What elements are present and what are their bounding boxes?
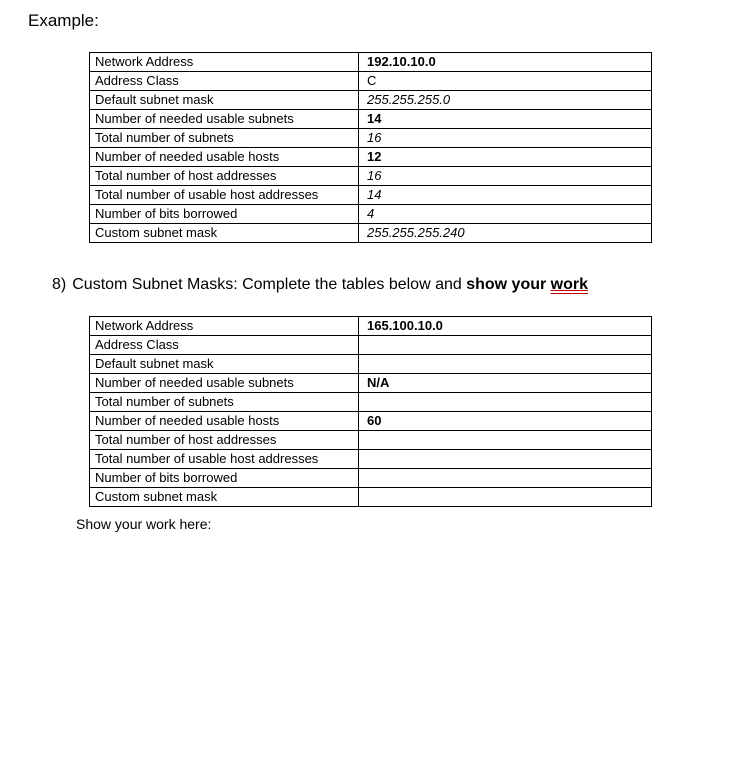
problem-table-row	[90, 431, 652, 450]
problem-table-row	[90, 393, 652, 412]
section-title-plain: Custom Subnet Masks: Complete the tables below and	[72, 276, 467, 293]
problem-table-row-value	[359, 450, 652, 469]
section-title-bold: show your	[466, 276, 551, 293]
problem-table-row	[90, 412, 652, 431]
problem-table-row	[90, 355, 652, 374]
show-work-label: Show your work here:	[76, 516, 212, 532]
example-table-row-value: 16	[359, 129, 652, 148]
problem-table-row-label: Custom subnet mask	[90, 488, 359, 507]
example-table-row	[90, 110, 652, 129]
example-table-row-label: Number of needed usable hosts	[90, 148, 359, 167]
section-number: 8)	[52, 276, 67, 293]
example-table-row	[90, 224, 652, 243]
problem-table-row-label: Network Address	[90, 317, 359, 336]
example-table-row-value: 255.255.255.0	[359, 91, 652, 110]
problem-table-row	[90, 317, 652, 336]
example-table-row-value: 4	[359, 205, 652, 224]
example-table-row	[90, 205, 652, 224]
problem-table-row-value	[359, 393, 652, 412]
problem-table-row	[90, 336, 652, 355]
problem-table-row	[90, 450, 652, 469]
example-table-row	[90, 91, 652, 110]
example-table-row-value: 16	[359, 167, 652, 186]
example-table	[89, 52, 652, 243]
example-table-row-label: Number of bits borrowed	[90, 205, 359, 224]
example-table-row-value: 192.10.10.0	[359, 53, 652, 72]
example-table-row-label: Default subnet mask	[90, 91, 359, 110]
example-table-row	[90, 167, 652, 186]
example-table-row	[90, 148, 652, 167]
problem-table-row	[90, 374, 652, 393]
example-table-row-label: Total number of usable host addresses	[90, 186, 359, 205]
problem-table-row-value	[359, 431, 652, 450]
problem-table-row-label: Default subnet mask	[90, 355, 359, 374]
problem-table-row-label: Total number of host addresses	[90, 431, 359, 450]
section-title-work-word: work	[550, 276, 589, 293]
example-table-row-label: Number of needed usable subnets	[90, 110, 359, 129]
example-table-row-value: 255.255.255.240	[359, 224, 652, 243]
example-table-row-value: C	[359, 72, 652, 91]
problem-table	[89, 316, 652, 507]
example-table-row-label: Network Address	[90, 53, 359, 72]
example-table-row-label: Address Class	[90, 72, 359, 91]
example-table-row-label: Custom subnet mask	[90, 224, 359, 243]
example-table-row	[90, 53, 652, 72]
problem-table-row-value: N/A	[359, 374, 652, 393]
example-table-row-value: 14	[359, 186, 652, 205]
problem-table-row-value	[359, 488, 652, 507]
example-table-row	[90, 186, 652, 205]
problem-table-row-label: Number of needed usable hosts	[90, 412, 359, 431]
example-table-row-value: 14	[359, 110, 652, 129]
problem-table-body	[90, 317, 652, 507]
problem-table-row-value	[359, 336, 652, 355]
example-table-row-label: Total number of subnets	[90, 129, 359, 148]
example-table-row-label: Total number of host addresses	[90, 167, 359, 186]
problem-table-row	[90, 469, 652, 488]
problem-table-row-value	[359, 469, 652, 488]
problem-table-row-label: Number of needed usable subnets	[90, 374, 359, 393]
example-table-row-value: 12	[359, 148, 652, 167]
problem-table-row-label: Address Class	[90, 336, 359, 355]
example-table-row	[90, 72, 652, 91]
problem-table-row-value: 165.100.10.0	[359, 317, 652, 336]
problem-table-row-label: Total number of usable host addresses	[90, 450, 359, 469]
example-table-row	[90, 129, 652, 148]
problem-table-row-value	[359, 355, 652, 374]
problem-table-row-value: 60	[359, 412, 652, 431]
example-table-body	[90, 53, 652, 243]
example-heading: Example:	[28, 11, 99, 30]
problem-table-row-label: Total number of subnets	[90, 393, 359, 412]
section-title	[52, 274, 588, 296]
problem-table-row-label: Number of bits borrowed	[90, 469, 359, 488]
problem-table-row	[90, 488, 652, 507]
